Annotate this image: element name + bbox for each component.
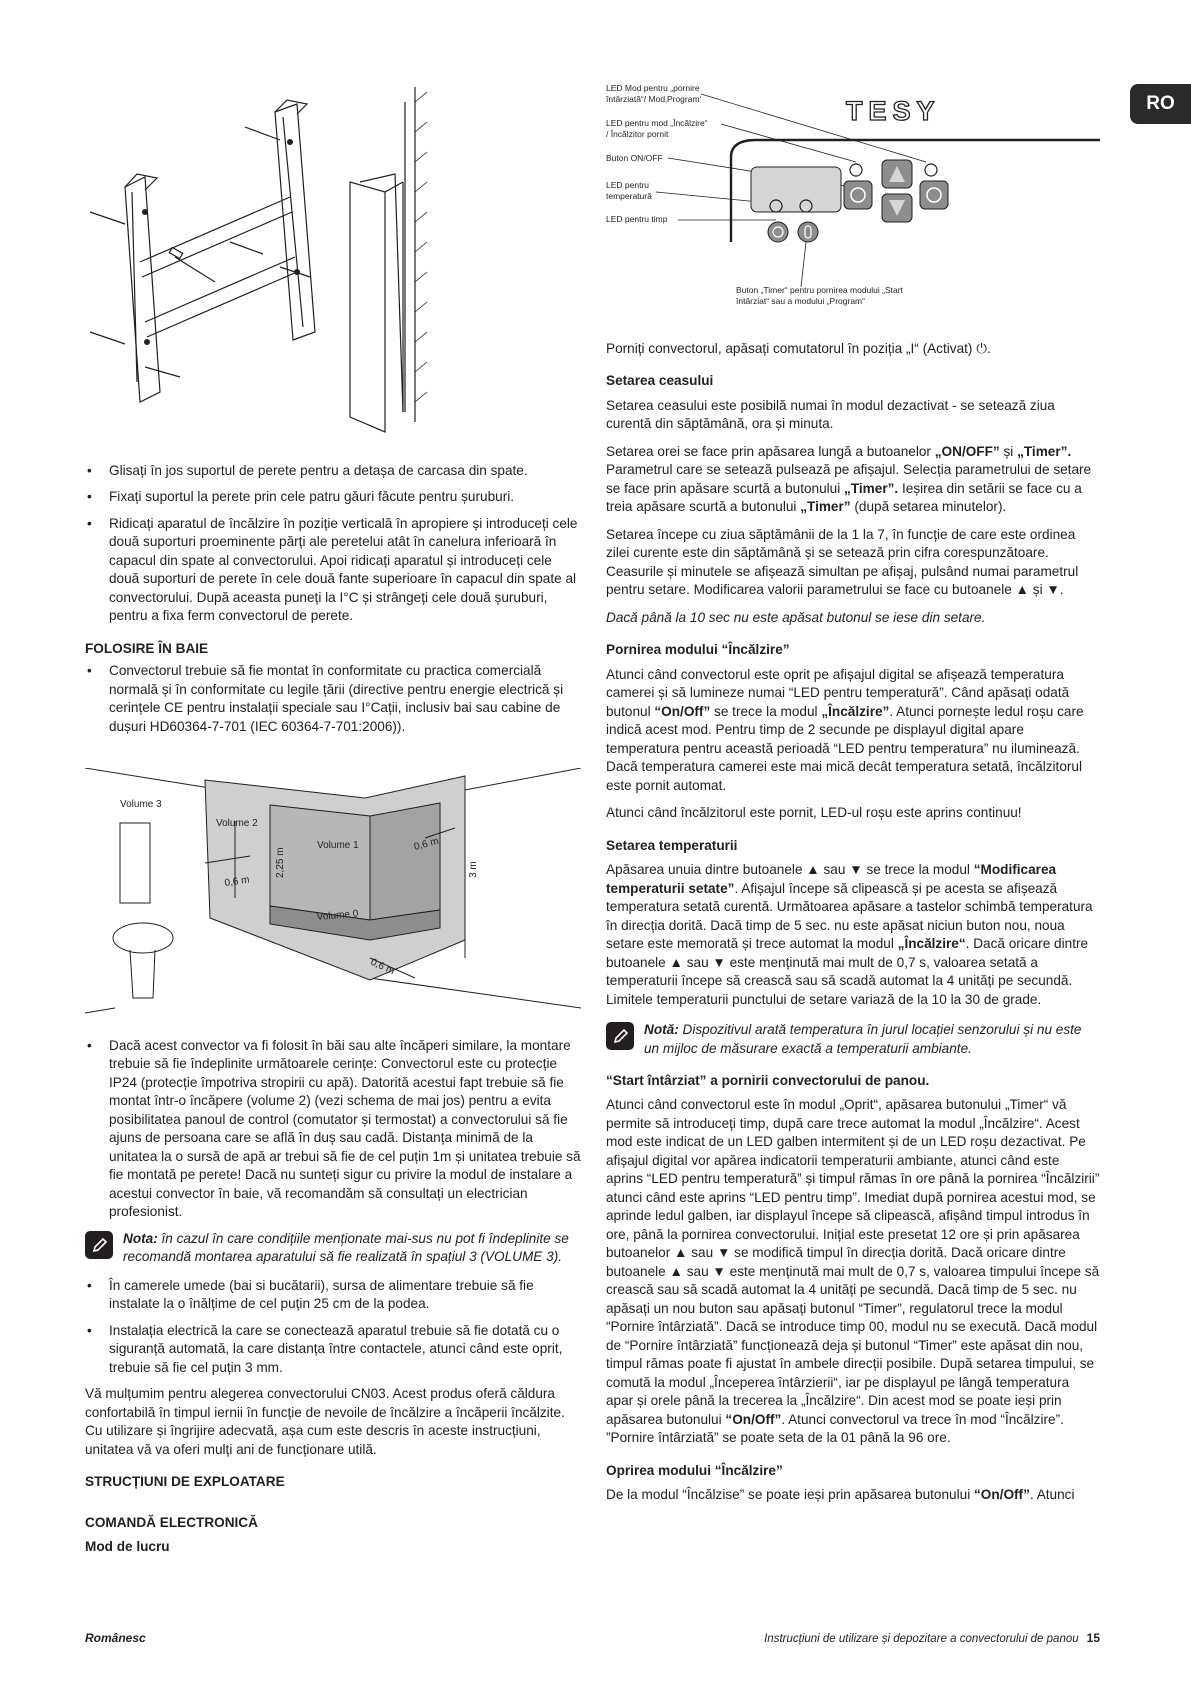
note-text: Dispozitivul arată temperatura în jurul locației senzorului și nu este un mijloc de măsurare exactă a temperaturii ambiante. [644, 1022, 1082, 1056]
list-item: • Ridicați aparatul de încălzire în poziție verticală în apropiere și introduceți cele două suporturi proeminente părți ale peretelui atât în canelura inferioară în capacul din spate al convectorului. Apoi ridicați aparatul și introduceți cele două suporturi de perete în cele două fante superioare în capacul din spate al convectorului. După aceasta puneți la I°C și strângeți cele două șuruburi, pentru a fixa ferm convectorul de perete. [85, 515, 581, 626]
heading-temperature-setting: Setarea temperaturii [606, 837, 738, 853]
clock-paragraph-1: Setarea ceasului este posibilă numai în modul dezactivat - se setează ziua curentă din săptămână, ora și minuta. [606, 397, 1055, 432]
start-instruction: Porniți convectorul, apăsați comutatorul în poziția „I“ (Activat) ⏻. [606, 341, 991, 356]
heading-heating-start: Pornirea modului “Încălzire” [606, 642, 790, 658]
volume-1-label: Volume 1 [317, 840, 359, 851]
bathroom-volumes-diagram [85, 768, 581, 1018]
height-3-label: 3 m [468, 861, 479, 878]
volume-3-label: Volume 3 [120, 799, 162, 810]
panel-label-led-temp: temperatură [606, 191, 652, 201]
switch-icon: ⏻ [976, 341, 987, 356]
heading-delayed-start: “Start întârziat” a pornirii convectorului de panou. [606, 1072, 930, 1088]
list-item: • Dacă acest convector va fi folosit în băi sau alte încăperi similare, la montare trebuie să fie îndeplinite următoarele cerințe: Convectorul este cu protecție IP24 (protecție împotriva stropirii cu apă). Datorită acestui fapt trebuie să fie montat într-o încăpere (volume 2) (vezi schema de mai jos) pentru a evita posibilitatea panoul de control (comutator și termostat) a convectorului să fie ajuns de persoana care se află în duș sau cadă. Distanța minimă de la unitatea la o sursă de apă ar trebui să fie de cel puțin 1m și unitatea trebuie să fie montată pe perete! Dacă nu sunteți sigur cu privire la modul de instalare a acestui convector în baie, vă recomandăm să consultați un electrician profesionist. [85, 1037, 581, 1222]
list-item: • Convectorul trebuie să fie montat în conformitate cu practica comercială normală și în conformitate cu legile țării (directive pentru energie electrică și cerințele CE pentru instalații speciale sau I°Cații, inclusiv bai sau cabine de dușuri HD60364-7-701 (IEC 60364-7-701:2006)). [85, 662, 581, 736]
heating-paragraph-2: Atunci când încălzitorul este pornit, LED-ul roșu este aprins continuu! [606, 805, 1022, 821]
note-block [606, 1021, 1100, 1058]
section-heading-operating-mode: Mod de lucru [85, 1539, 170, 1555]
list-item: • Glisați în jos suportul de perete pentru a detașa de carcasa din spate. [85, 462, 581, 480]
temperature-paragraph: Apăsarea unuia dintre butoanele ▲ sau ▼ se trece la modul “Modificarea temperaturii setate”. Afișajul începe să clipească și pe acesta se afișează temperatura setată curentă. Următoarea apăsare a tastelor schimbă temperatura în direcția dorită. Dacă timp de 5 sec. nu este apăsat niciun buton nou, noua setare este memorată și trece automat la modul „Încălzire“. Dacă oricare dintre butoanele ▲ sau ▼ este menținută mai mult de 0,7 s, valoarea setată a temperaturii începe să crească sau să scadă automat la 4 unități pe secundă. Limitele temperaturii punctului de setare variază de la 10 la 30 de grade. [606, 862, 1093, 1007]
panel-label-led-program: întârziată“/ Mod‚Program‘ [606, 94, 702, 104]
heating-stop-paragraph: De la modul “Încălzise” se poate ieși prin apăsarea butonului “On/Off”. Atunci [606, 1487, 1075, 1503]
panel-label-onoff: Buton ON/OFF [606, 153, 663, 163]
clock-paragraph-2: Setarea orei se face prin apăsarea lungă a butoanelor „ON/OFF” și „Timer”. Parametrul care se setează pulsează pe afișajul. Selecția parametrului de setare se face prin apăsare scurtă a butonului „Timer”. Ieșirea din setării se face cu a treia apăsare scurtă a butonului „Timer” (după setarea minutelor). [606, 443, 1092, 515]
list-item: • Fixați suportul la perete prin cele patru găuri făcute pentru șuruburi. [85, 488, 581, 506]
list-item: • Instalația electrică la care se conectează aparatul trebuie să fie dotată cu o siguranță automată, la care distanța între contactele, atunci când este oprit, trebuie să fie cel puțin 3 mm. [85, 1322, 581, 1377]
mounting-illustration [85, 82, 475, 442]
control-panel-diagram [606, 82, 1100, 322]
note-block [85, 1230, 581, 1267]
panel-label-timer: întârziat“ sau a modului „Program“ [736, 296, 865, 306]
panel-label-led-heating: / Încălzitor pornit [606, 129, 669, 139]
page-number: 15 [1086, 1631, 1100, 1645]
note-pencil-icon [85, 1231, 113, 1259]
mounting-steps [85, 462, 581, 626]
volume-2-label: Volume 2 [216, 818, 258, 829]
panel-label-led-temp: LED pentru [606, 180, 649, 190]
distance-06-label: 0,6 m [368, 956, 397, 978]
section-heading-bath: FOLOSIRE ÎN BAIE [85, 640, 209, 656]
section-heading-electronic-control: COMANDĂ ELECTRONICĂ [85, 1514, 258, 1530]
heading-heating-stop: Oprirea modului “Încălzire” [606, 1462, 783, 1478]
panel-label-led-heating: LED pentru mod „Încălzire“ [606, 118, 708, 128]
clock-paragraph-3: Setarea începe cu ziua săptămânii de la 1 la 7, în funcție de care este ordinea zilei curente este din săptămână și se setează prin cifra corespunzătoare. Ceasurile și minutele se afișează simultan pe afișaj, pulsând numai parametrul pentru setare. Modificarea valorii parametrului se face cu butoanele ▲ și ▼. [606, 526, 1079, 598]
footer-language: Românesc [85, 1631, 146, 1645]
list-item: • În camerele umede (bai si bucătarii), sursa de alimentare trebuie să fie instalate la o înălțime de cel puțin 25 cm de la podea. [85, 1277, 581, 1314]
distance-06-label: 0,6 m [412, 835, 440, 853]
heading-clock-setting: Setarea ceasului [606, 373, 714, 389]
distance-06-label: 0,6 m [223, 874, 251, 889]
panel-label-led-program: LED Mod pentru „pornire [606, 83, 700, 93]
panel-label-timer: Buton „Timer“ pentru pornirea modului „Start [736, 285, 903, 295]
clock-paragraph-4: Dacă până la 10 sec nu este apăsat butonul se iese din setare. [606, 609, 986, 625]
language-tab: RO [1130, 84, 1191, 124]
installation-requirements [85, 1277, 581, 1377]
volume-0-label: Volume 0 [316, 908, 359, 923]
bath-requirements [85, 662, 581, 736]
section-heading-operation: STRUCȚIUNI DE EXPLOATARE [85, 1474, 285, 1490]
note-pencil-icon [606, 1022, 634, 1050]
note-label: Notă: [644, 1022, 679, 1038]
footer-title: Instrucțiuni de utilizare și depozitare a convectorului de panou 15 [764, 1631, 1100, 1645]
panel-label-led-time: LED pentru timp [606, 214, 668, 224]
thanks-paragraph: Vă mulțumim pentru alegerea convectorului CN03. Acest produs oferă căldura confortabilă în timpul iernii în funcție de nevoile de încălzire a încăperii încălzite. Cu utilizare și îngrijire adecvată, așa cum este descris în aceste instrucțiuni, unitatea vă va oferi mulți ani de funcționare utilă. [85, 1386, 565, 1457]
note-text: în cazul în care condițiile menționate mai-sus nu pot fi îndeplinite se recomandă montarea aparatului să fie realizată în spațiul 3 (VOLUME 3). [123, 1230, 569, 1265]
note-label: Nota: [123, 1230, 158, 1246]
bath-requirements-2 [85, 1037, 581, 1222]
height-225-label: 2,25 m [275, 847, 286, 878]
delayed-start-paragraph: Atunci când convectorul este în modul „Oprit“, apăsarea butonului „Timer“ vă permite să introduceți timp, după care trece automat la modul „Încălzire“. Acest mod este indicat de un LED galben intermitent și de un LED roșu dezactivat. Pe afișajul digital vor apărea indicatorii temperaturii ambiante, atunci când este aprins “LED pentru temperatură” și timpul rămas în ore până la pornirea “Încălzirii” atunci când este aprins “LED pentru timp”. Imediat după pornirea acestui mod, se aprinde ledul galben, iar displayul începe să clipească, afișând timpul introdus în ore, până la pornirea convectorului. Inițial este presetat 12 ore și prin apăsarea butoanelor ▲ sau ▼ se modifică timpul în direcția dorită. Dacă oricare dintre butoanele ▲ sau ▼ este menținută mai mult de 0,7 s, valoarea timpului începe să crească sau să scadă automat la 4 unități pe secundă. Dacă timp de 5 sec. nu apăsați un nou buton sau apăsați butonul “Timer”, regulatorul trece la modul “Pornire întârziată”. Dacă se introduce timp 00, modul nu se execută. Dacă modul de “Pornire întârziată” funcționează deja și butonul “Timer” este apăsat din nou, timpul rămas poate fi ajustat în ambele direcții posibile. După setarea timpului, se comută la modul „Începerea întârzierii“, iar pe displayul pe lângă temperatura apar și orele până la trecerea la „Încălzire“. Din acest mod se poate ieși prin apăsarea butonului “On/Off”. Atunci convectorul va trece în mod “Încălzire”. ”Pornire întârziată” se poate seta de la 01 până la 96 ore. [606, 1097, 1100, 1446]
brand-logo: TESY [846, 96, 941, 126]
heating-paragraph-1: Atunci când convectorul este oprit pe afișajul digital se afișează temperatura camerei și să lumineze numai “LED pentru temperatură”. Când apăsați odată butonul “On/Off” se trece la modul „Încălzire”. Atunci pornește ledul roșu care indică acest mod. Pentru timp de 2 secunde pe displayul digital apare temperatura pentru această perioadă “LED pentru temperatura” nu iluminează. Dacă temperatura camerei este mai mică decât temperatura setată, încălzitorul este pornit automat. [606, 666, 1084, 793]
